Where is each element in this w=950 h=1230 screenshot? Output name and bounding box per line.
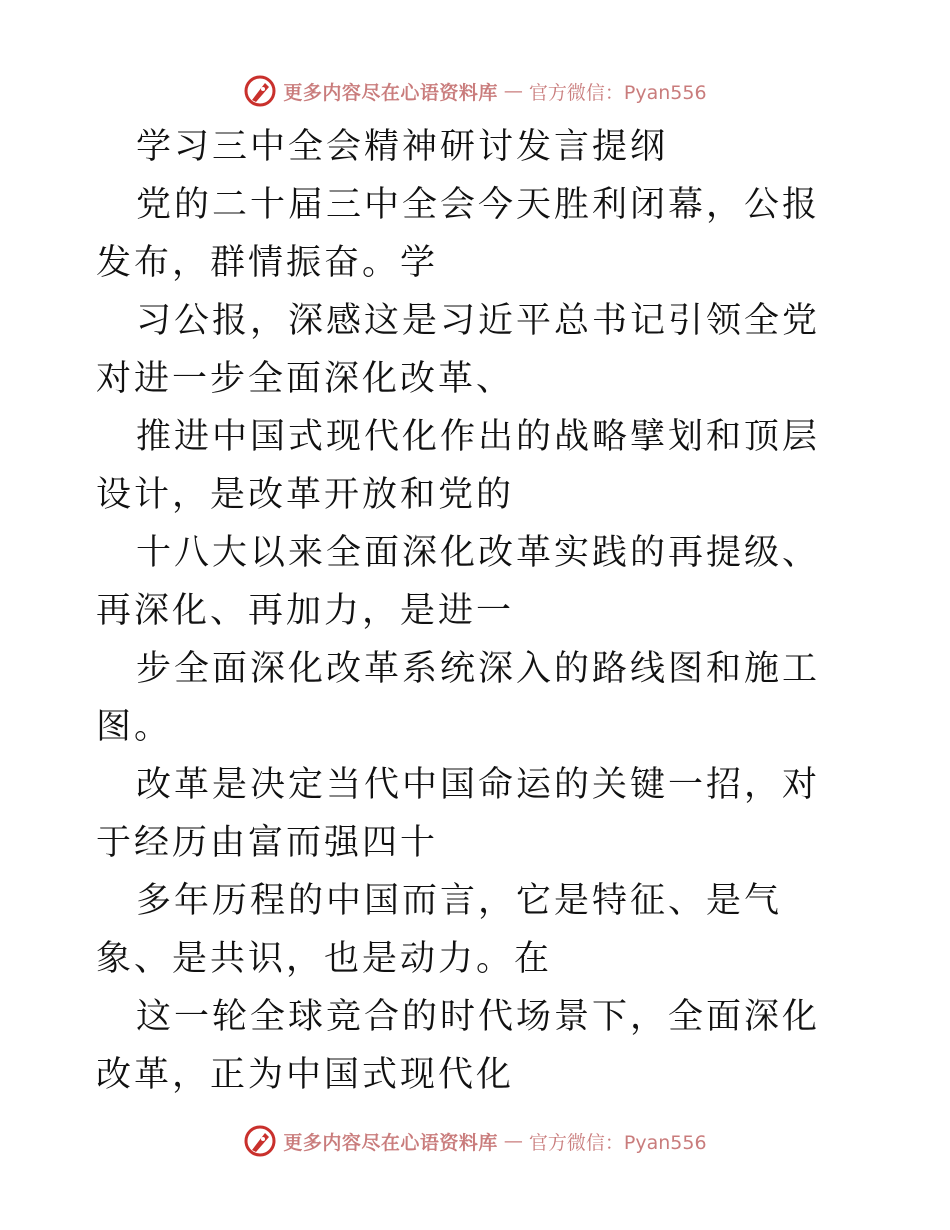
- watermark-separator: —: [503, 80, 523, 102]
- pen-nib-logo-icon: [243, 74, 277, 108]
- paragraph-line: 这一轮全球竞合的时代场景下，全面深化改革，正为中国式现代化: [96, 997, 821, 1095]
- paragraph-line: 多年历程的中国而言，它是特征、是气象、是共识，也是动力。在: [96, 881, 783, 979]
- watermark-banner-top: [0, 71, 950, 111]
- paragraph-line: 步全面深化改革系统深入的路线图和施工图。: [96, 649, 821, 747]
- document-title: 学习三中全会精神研讨发言提纲: [136, 127, 669, 167]
- paragraph-line: 习公报，深感这是习近平总书记引领全党对进一步全面深化改革、: [96, 301, 821, 399]
- watermark-wechat-text: 官方微信：Pyan556: [528, 81, 707, 104]
- paragraph-line: 推进中国式现代化作出的战略擘划和顶层设计，是改革开放和党的: [96, 417, 821, 515]
- watermark-site-text: 更多内容尽在心语资料库: [283, 1131, 498, 1154]
- paragraph-line: 改革是决定当代中国命运的关键一招，对于经历由富而强四十: [96, 765, 821, 863]
- document-body: [96, 118, 856, 1104]
- pen-nib-logo-icon: [243, 1124, 277, 1158]
- paragraph-line: 十八大以来全面深化改革实践的再提级、再深化、再加力，是进一: [96, 533, 821, 631]
- watermark-site-text: 更多内容尽在心语资料库: [283, 81, 498, 104]
- watermark-separator: —: [503, 1130, 523, 1152]
- watermark-wechat-text: 官方微信：Pyan556: [528, 1131, 707, 1154]
- watermark-banner-bottom: [0, 1121, 950, 1161]
- paragraph-line: 党的二十届三中全会今天胜利闭幕，公报发布，群情振奋。学: [96, 185, 821, 283]
